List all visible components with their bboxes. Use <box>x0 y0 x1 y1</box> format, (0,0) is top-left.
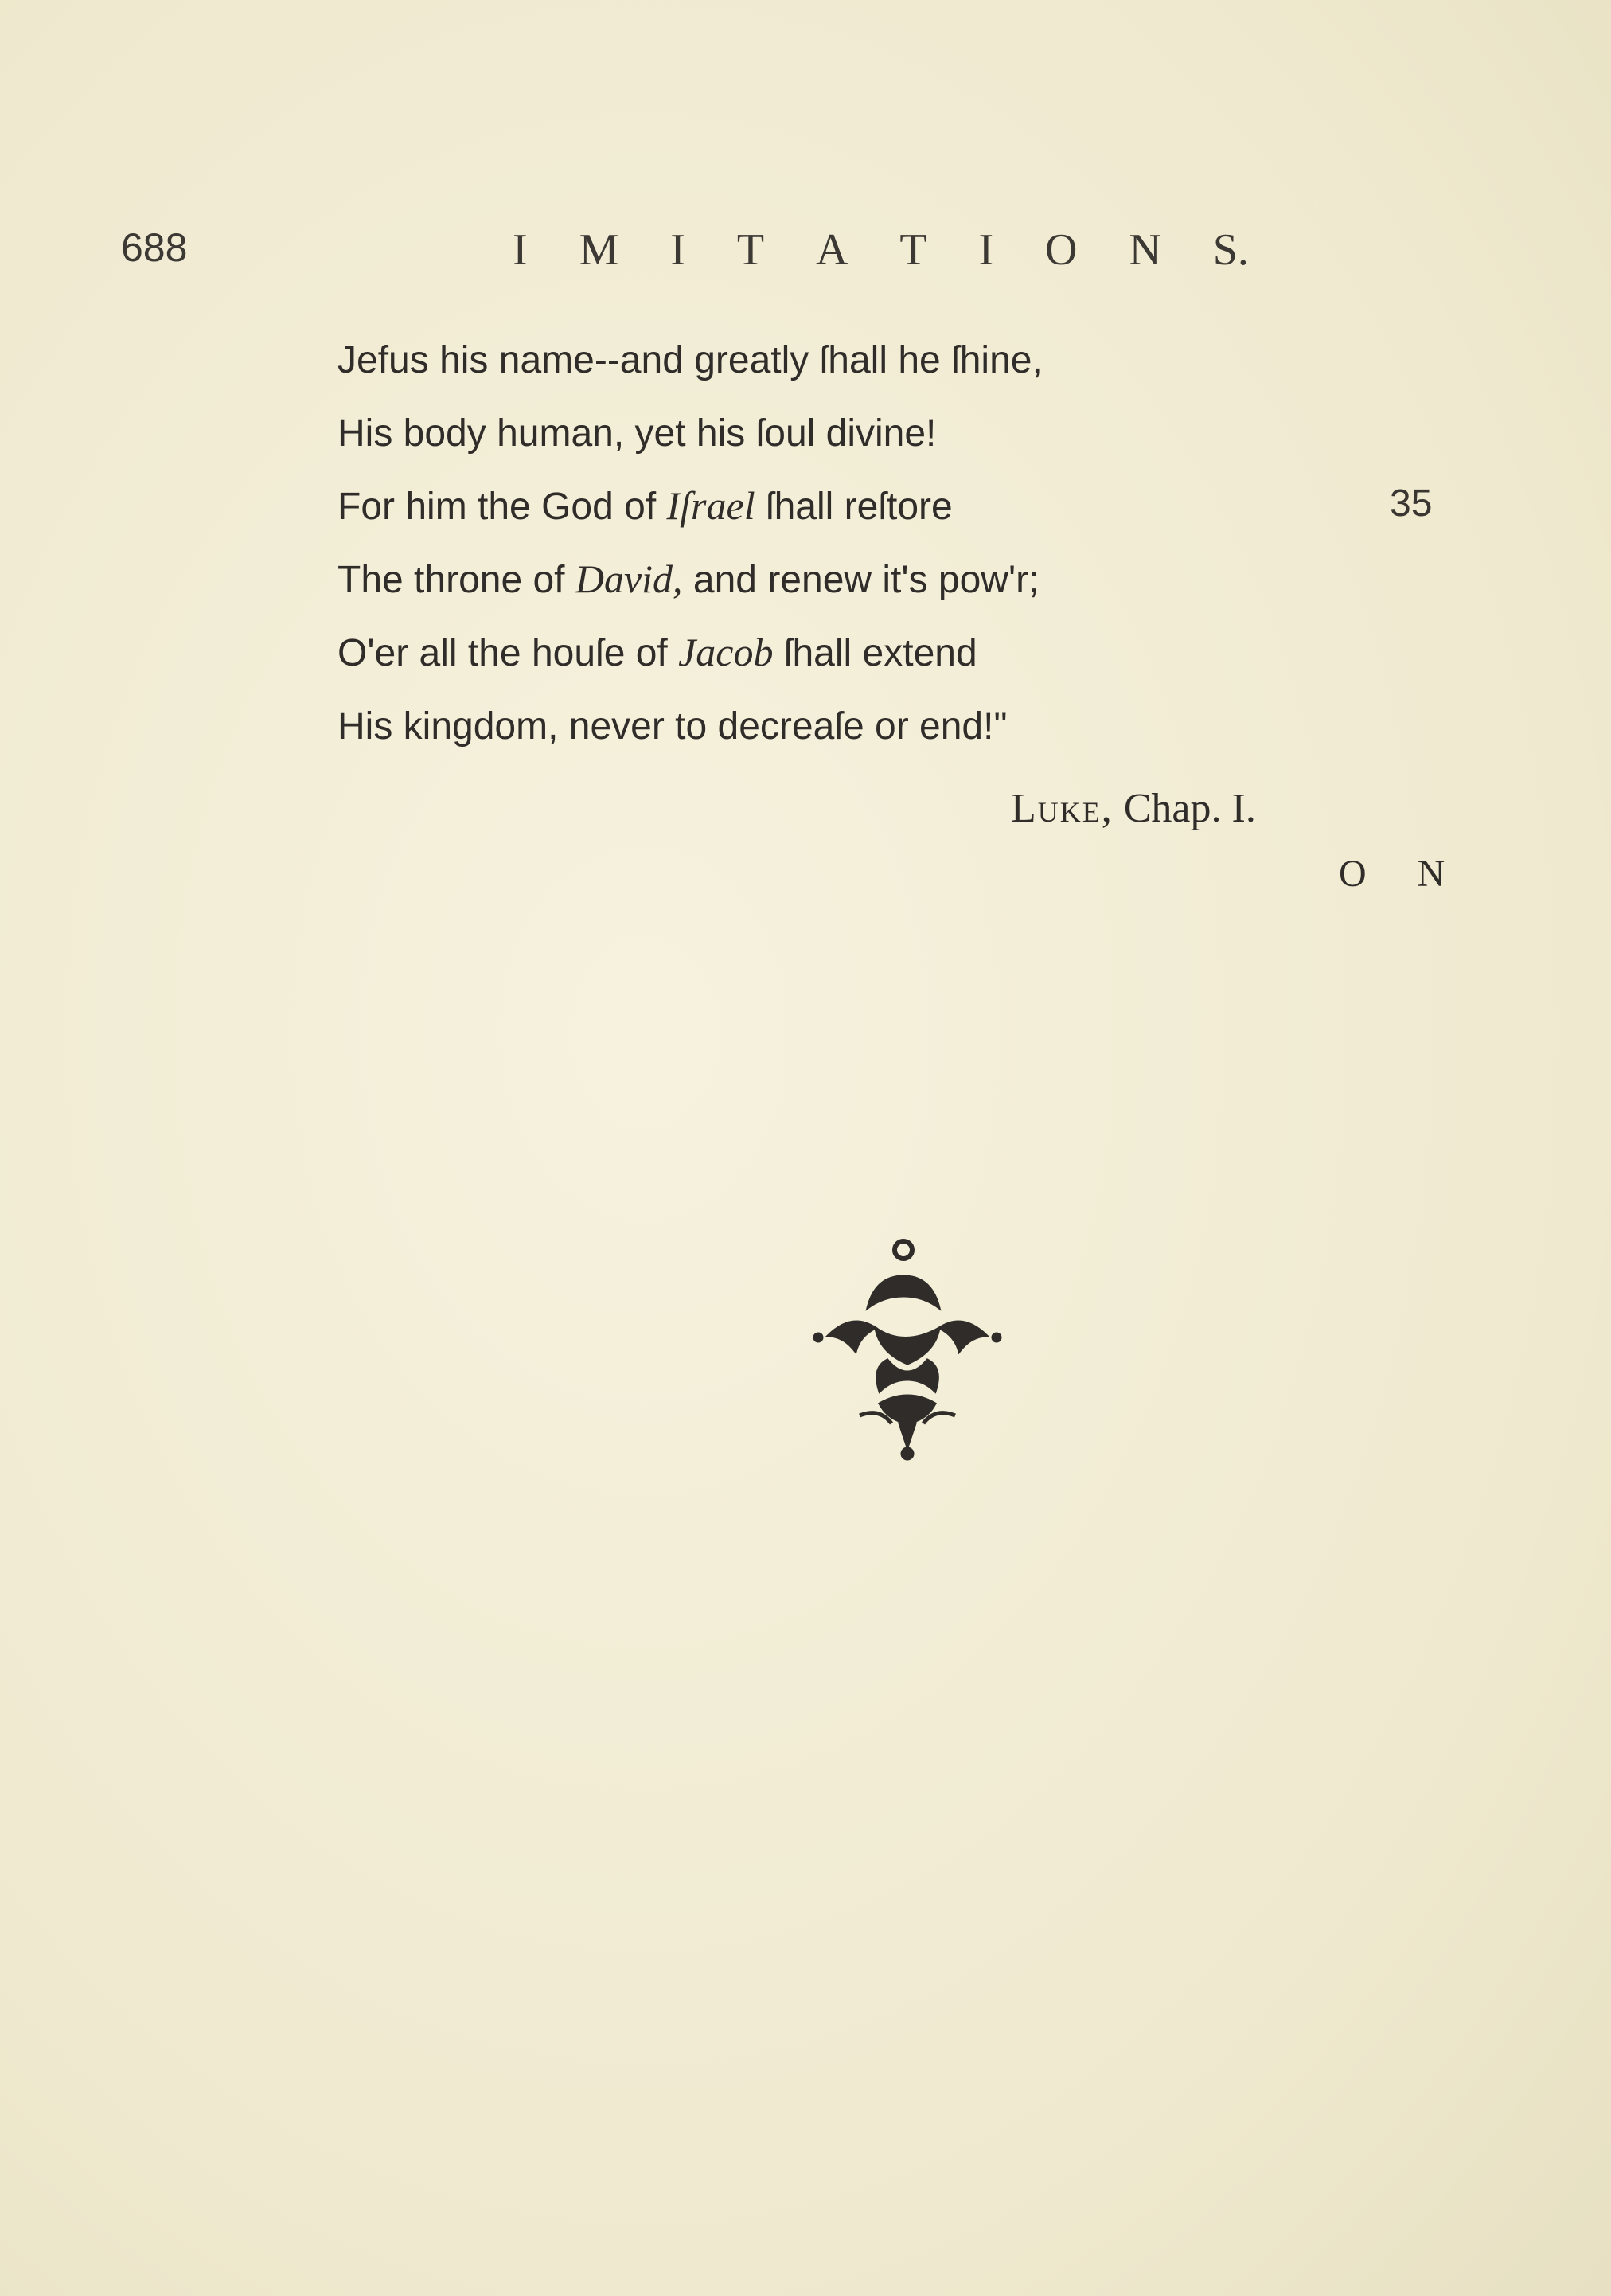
running-head-letter: M <box>579 225 619 275</box>
poem-line: O'er all the houſe of Jacob ſhall extend <box>337 630 977 674</box>
page-number: 688 <box>121 225 188 270</box>
poem-line: The throne of David, and renew it's pow'r; <box>337 556 1040 601</box>
running-head-letter: A <box>815 225 848 275</box>
running-head-letter: I <box>513 225 528 275</box>
line-number: 35 <box>1390 482 1433 525</box>
running-head-letter: N <box>1129 225 1161 275</box>
running-head-letter: I <box>670 225 685 275</box>
poem-stanza <box>337 323 1043 763</box>
poem-line: His body human, yet his ſoul divine! <box>337 412 937 455</box>
poem-line: Jefus his name--and greatly ſhall he ſhine, <box>337 339 1043 381</box>
running-head <box>513 225 1249 275</box>
running-head-letter: I <box>978 225 994 275</box>
attribution <box>1011 785 1256 832</box>
attribution-chapter: Chap. I. <box>1113 786 1256 831</box>
poem-line: His kingdom, never to decreaſe or end!" <box>337 705 1008 748</box>
running-head-letter: S. <box>1212 225 1249 275</box>
poem-line: For him the God of Iſrael ſhall reſtore <box>337 483 953 528</box>
printers-ornament-icon <box>812 1232 1003 1463</box>
running-head-letter: T <box>899 225 927 275</box>
running-head-letter: O <box>1045 225 1078 275</box>
running-head-letter: T <box>736 225 765 275</box>
catchword: O N <box>1339 853 1466 895</box>
attribution-book: Luke, <box>1011 786 1114 831</box>
